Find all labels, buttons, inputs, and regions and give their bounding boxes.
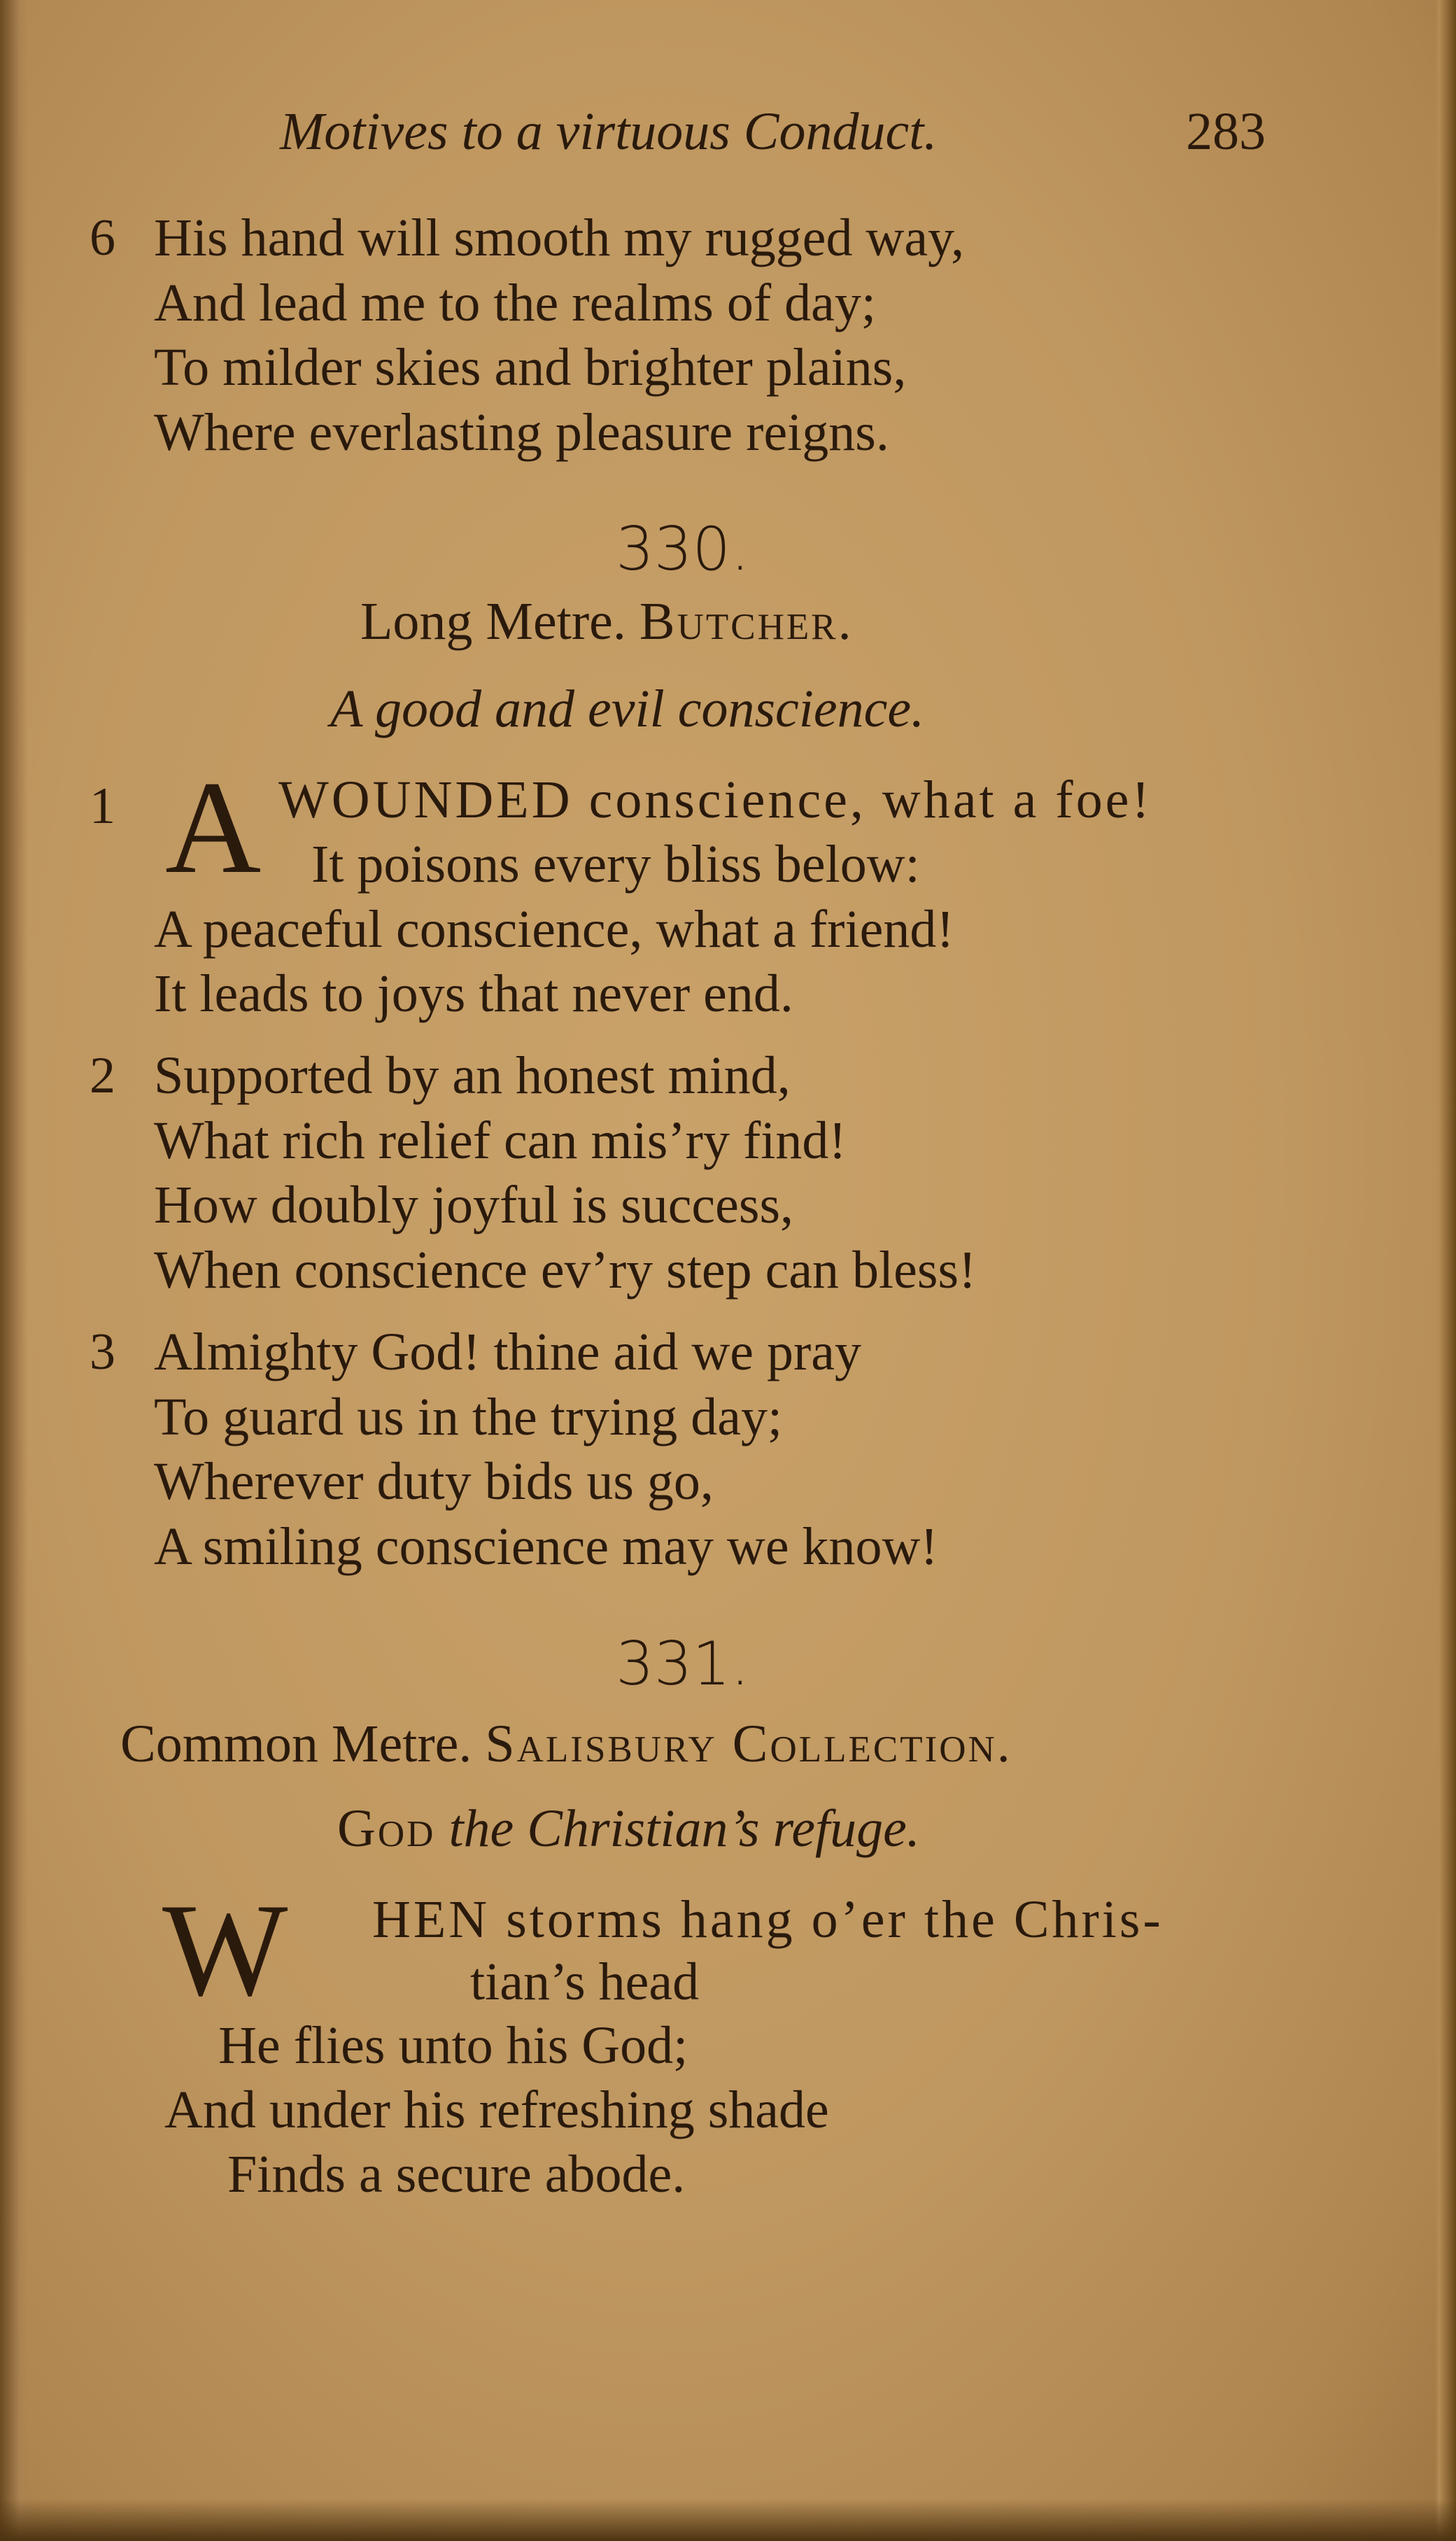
verse-number: 2 xyxy=(90,1047,115,1104)
verse-line: Wherever duty bids us go, xyxy=(154,1452,714,1511)
tune-author: Butcher. xyxy=(639,592,854,651)
running-title: Motives to a virtuous Conduct. xyxy=(280,102,938,161)
verse-line: And under his refreshing shade xyxy=(164,2081,829,2139)
verse-line: HEN storms hang o’er the Chris- xyxy=(372,1890,1164,1949)
verse-line: A smiling conscience may we know! xyxy=(154,1517,938,1576)
drop-cap: W xyxy=(162,1877,288,2024)
verse-line: WOUNDED conscience, what a foe! xyxy=(278,770,1152,829)
page-gutter xyxy=(0,0,28,2541)
tune-source: Salisbury Collection. xyxy=(485,1715,1012,1773)
hymn-subject: A good and evil conscience. xyxy=(330,680,925,738)
verse-line: To milder skies and brighter plains, xyxy=(154,338,907,397)
verse-number: 1 xyxy=(90,777,115,835)
subject-god: God xyxy=(337,1799,436,1858)
page-bottom-edge xyxy=(0,2499,1456,2541)
metre-label xyxy=(360,590,854,653)
hymn-number: 330. xyxy=(616,514,750,584)
verse-line: And lead me to the realms of day; xyxy=(154,274,877,332)
verse-line: It leads to joys that never end. xyxy=(154,964,793,1023)
metre: Common Metre. xyxy=(120,1715,472,1773)
metre: Long Metre. xyxy=(360,592,626,651)
page-edge xyxy=(1435,0,1456,2541)
subject-rest: the Christian’s refuge. xyxy=(448,1799,920,1858)
verse-line: To guard us in the trying day; xyxy=(154,1388,783,1447)
verse-line: Finds a secure abode. xyxy=(227,2145,686,2204)
verse-line: How doubly joyful is success, xyxy=(154,1176,794,1234)
verse-line: tian’s head xyxy=(470,1952,700,2011)
hymn-subject xyxy=(337,1797,920,1860)
verse-line: It poisons every bliss below: xyxy=(311,835,920,894)
drop-cap: A xyxy=(165,754,262,901)
verse-line: His hand will smooth my rugged way, xyxy=(154,209,965,267)
verse-line: Supported by an honest mind, xyxy=(154,1046,791,1105)
verse-line: He flies unto his God; xyxy=(218,2016,688,2075)
page-number: 283 xyxy=(1186,102,1266,161)
metre-label xyxy=(120,1712,1012,1775)
verse-line: Almighty God! thine aid we pray xyxy=(154,1323,862,1381)
hymn-number: 331. xyxy=(616,1629,750,1699)
verse-line: A peaceful conscience, what a friend! xyxy=(154,900,954,959)
verse-line: When conscience ev’ry step can bless! xyxy=(154,1241,977,1300)
verse-line: What rich relief can mis’ry find! xyxy=(154,1111,847,1170)
verse-number: 6 xyxy=(90,209,115,267)
verse-number: 3 xyxy=(90,1323,115,1381)
verse-line: Where everlasting pleasure reigns. xyxy=(154,403,889,462)
